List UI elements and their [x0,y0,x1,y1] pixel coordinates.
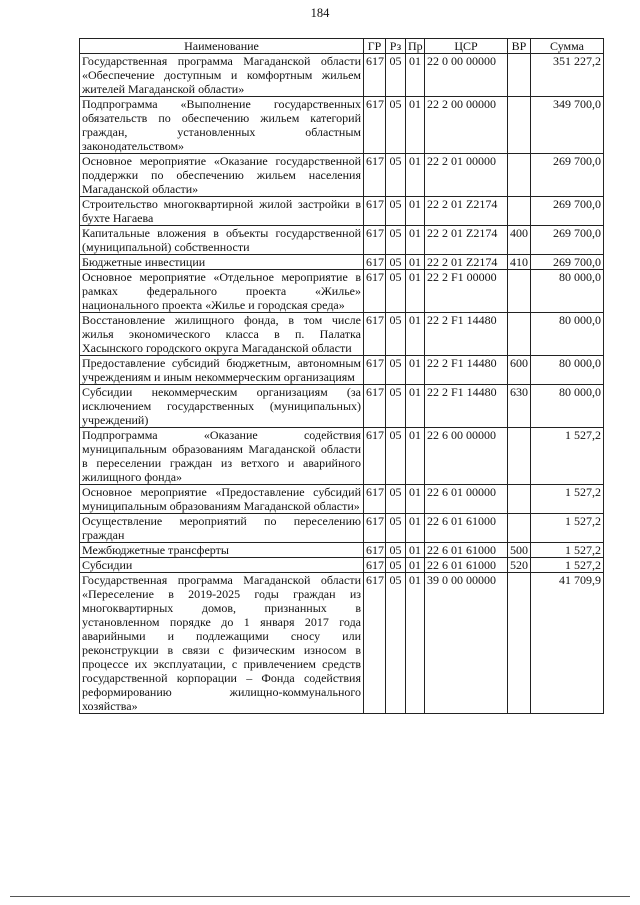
row-rz: 05 [386,270,406,313]
row-sum: 80 000,0 [531,356,604,385]
row-gr: 617 [364,313,386,356]
budget-table [79,38,604,714]
row-vr: 600 [508,356,531,385]
row-pr: 01 [406,356,425,385]
row-rz: 05 [386,385,406,428]
row-vr [508,313,531,356]
row-vr [508,154,531,197]
bottom-divider [10,896,630,897]
row-gr: 617 [364,255,386,270]
row-name: Основное мероприятие «Предоставление субсидий муниципальным образованиям Магаданской области» [80,485,364,514]
row-pr: 01 [406,97,425,154]
row-gr: 617 [364,270,386,313]
col-header-gr: ГР [364,39,386,54]
row-vr [508,197,531,226]
row-pr: 01 [406,428,425,485]
row-name: Осуществление мероприятий по переселению граждан [80,514,364,543]
row-vr [508,270,531,313]
row-sum: 1 527,2 [531,514,604,543]
row-sum: 269 700,0 [531,226,604,255]
row-csr: 22 6 01 61000 [425,558,508,573]
row-sum: 269 700,0 [531,197,604,226]
row-gr: 617 [364,197,386,226]
row-pr: 01 [406,514,425,543]
row-rz: 05 [386,558,406,573]
row-name: Предоставление субсидий бюджетным, автономным учреждениям и иным некоммерческим организациям [80,356,364,385]
row-gr: 617 [364,385,386,428]
row-gr: 617 [364,428,386,485]
table-row [80,54,604,97]
row-rz: 05 [386,485,406,514]
row-pr: 01 [406,255,425,270]
row-name: Строительство многоквартирной жилой застройки в бухте Нагаева [80,197,364,226]
col-header-csr: ЦСР [425,39,508,54]
row-sum: 80 000,0 [531,270,604,313]
row-pr: 01 [406,485,425,514]
table-row [80,356,604,385]
row-vr [508,97,531,154]
col-header-pr: Пр [406,39,425,54]
row-vr: 520 [508,558,531,573]
table-row [80,313,604,356]
row-csr: 22 2 F1 14480 [425,356,508,385]
row-pr: 01 [406,385,425,428]
row-csr: 22 0 00 00000 [425,54,508,97]
row-rz: 05 [386,428,406,485]
table-row [80,385,604,428]
row-csr: 22 2 01 Z2174 [425,197,508,226]
row-vr [508,485,531,514]
table-row [80,154,604,197]
row-vr [508,573,531,714]
row-sum: 269 700,0 [531,255,604,270]
table-header-row [80,39,604,54]
row-csr: 22 2 F1 14480 [425,313,508,356]
col-header-name: Наименование [80,39,364,54]
row-rz: 05 [386,313,406,356]
row-gr: 617 [364,514,386,543]
row-vr [508,54,531,97]
row-gr: 617 [364,97,386,154]
row-pr: 01 [406,543,425,558]
row-sum: 80 000,0 [531,385,604,428]
table-row [80,485,604,514]
row-csr: 22 2 01 00000 [425,154,508,197]
row-vr: 400 [508,226,531,255]
row-csr: 22 6 01 00000 [425,485,508,514]
row-vr: 410 [508,255,531,270]
row-name: Государственная программа Магаданской области «Переселение в 2019-2025 годы граждан из многоквартирных домов, признанных в установленном порядке до 1 января 2017 года аварийными и подлежащими сносу или реконструкции в связи с физическим износом в процессе их эксплуатации, с привлечением средств государственной корпорации – Фонда содействия реформированию жилищно-коммунального хозяйства» [80,573,364,714]
row-name: Субсидии некоммерческим организациям (за исключением государственных (муниципальных) учреждений) [80,385,364,428]
row-rz: 05 [386,154,406,197]
row-gr: 617 [364,573,386,714]
row-vr [508,514,531,543]
row-rz: 05 [386,543,406,558]
row-vr: 500 [508,543,531,558]
row-pr: 01 [406,313,425,356]
row-csr: 22 2 01 Z2174 [425,255,508,270]
row-sum: 80 000,0 [531,313,604,356]
row-sum: 1 527,2 [531,428,604,485]
table-row [80,97,604,154]
row-rz: 05 [386,54,406,97]
row-gr: 617 [364,356,386,385]
table-row [80,270,604,313]
table-row [80,428,604,485]
row-name: Восстановление жилищного фонда, в том числе жилья экономического класса в п. Палатка Хасынского городского округа Магаданской области [80,313,364,356]
row-rz: 05 [386,97,406,154]
row-pr: 01 [406,154,425,197]
col-header-rz: Рз [386,39,406,54]
row-sum: 1 527,2 [531,485,604,514]
row-name: Межбюджетные трансферты [80,543,364,558]
table-row [80,558,604,573]
row-sum: 349 700,0 [531,97,604,154]
row-csr: 22 2 00 00000 [425,97,508,154]
table-row [80,226,604,255]
row-rz: 05 [386,255,406,270]
row-name: Основное мероприятие «Отдельное мероприятие в рамках федерального проекта «Жилье» национального проекта «Жилье и городская среда» [80,270,364,313]
row-name: Субсидии [80,558,364,573]
row-csr: 39 0 00 00000 [425,573,508,714]
row-rz: 05 [386,197,406,226]
table-row [80,255,604,270]
row-sum: 1 527,2 [531,558,604,573]
row-sum: 1 527,2 [531,543,604,558]
table-row [80,573,604,714]
row-pr: 01 [406,226,425,255]
row-gr: 617 [364,54,386,97]
table-row [80,514,604,543]
row-csr: 22 6 00 00000 [425,428,508,485]
row-vr [508,428,531,485]
row-name: Подпрограмма «Оказание содействия муниципальным образованиям Магаданской области в переселении граждан из ветхого и аварийного жилищного фонда» [80,428,364,485]
row-csr: 22 2 F1 14480 [425,385,508,428]
row-gr: 617 [364,485,386,514]
row-csr: 22 6 01 61000 [425,543,508,558]
page-number: 184 [310,6,330,20]
row-name: Государственная программа Магаданской области «Обеспечение доступным и комфортным жильем жителей Магаданской области» [80,54,364,97]
row-sum: 269 700,0 [531,154,604,197]
table-row [80,543,604,558]
table-row [80,197,604,226]
row-gr: 617 [364,154,386,197]
row-pr: 01 [406,54,425,97]
row-rz: 05 [386,356,406,385]
row-csr: 22 2 01 Z2174 [425,226,508,255]
row-csr: 22 6 01 61000 [425,514,508,543]
row-vr: 630 [508,385,531,428]
row-gr: 617 [364,543,386,558]
row-rz: 05 [386,226,406,255]
row-gr: 617 [364,226,386,255]
row-name: Основное мероприятие «Оказание государственной поддержки по обеспечению жильем населения Магаданской области» [80,154,364,197]
row-name: Бюджетные инвестиции [80,255,364,270]
row-pr: 01 [406,573,425,714]
row-csr: 22 2 F1 00000 [425,270,508,313]
row-name: Капитальные вложения в объекты государственной (муниципальной) собственности [80,226,364,255]
row-pr: 01 [406,270,425,313]
row-rz: 05 [386,514,406,543]
col-header-sum: Сумма [531,39,604,54]
row-sum: 351 227,2 [531,54,604,97]
col-header-vr: ВР [508,39,531,54]
row-rz: 05 [386,573,406,714]
row-name: Подпрограмма «Выполнение государственных обязательств по обеспечению жильем категорий граждан, установленных областным законодательством» [80,97,364,154]
row-pr: 01 [406,197,425,226]
row-sum: 41 709,9 [531,573,604,714]
row-pr: 01 [406,558,425,573]
row-gr: 617 [364,558,386,573]
